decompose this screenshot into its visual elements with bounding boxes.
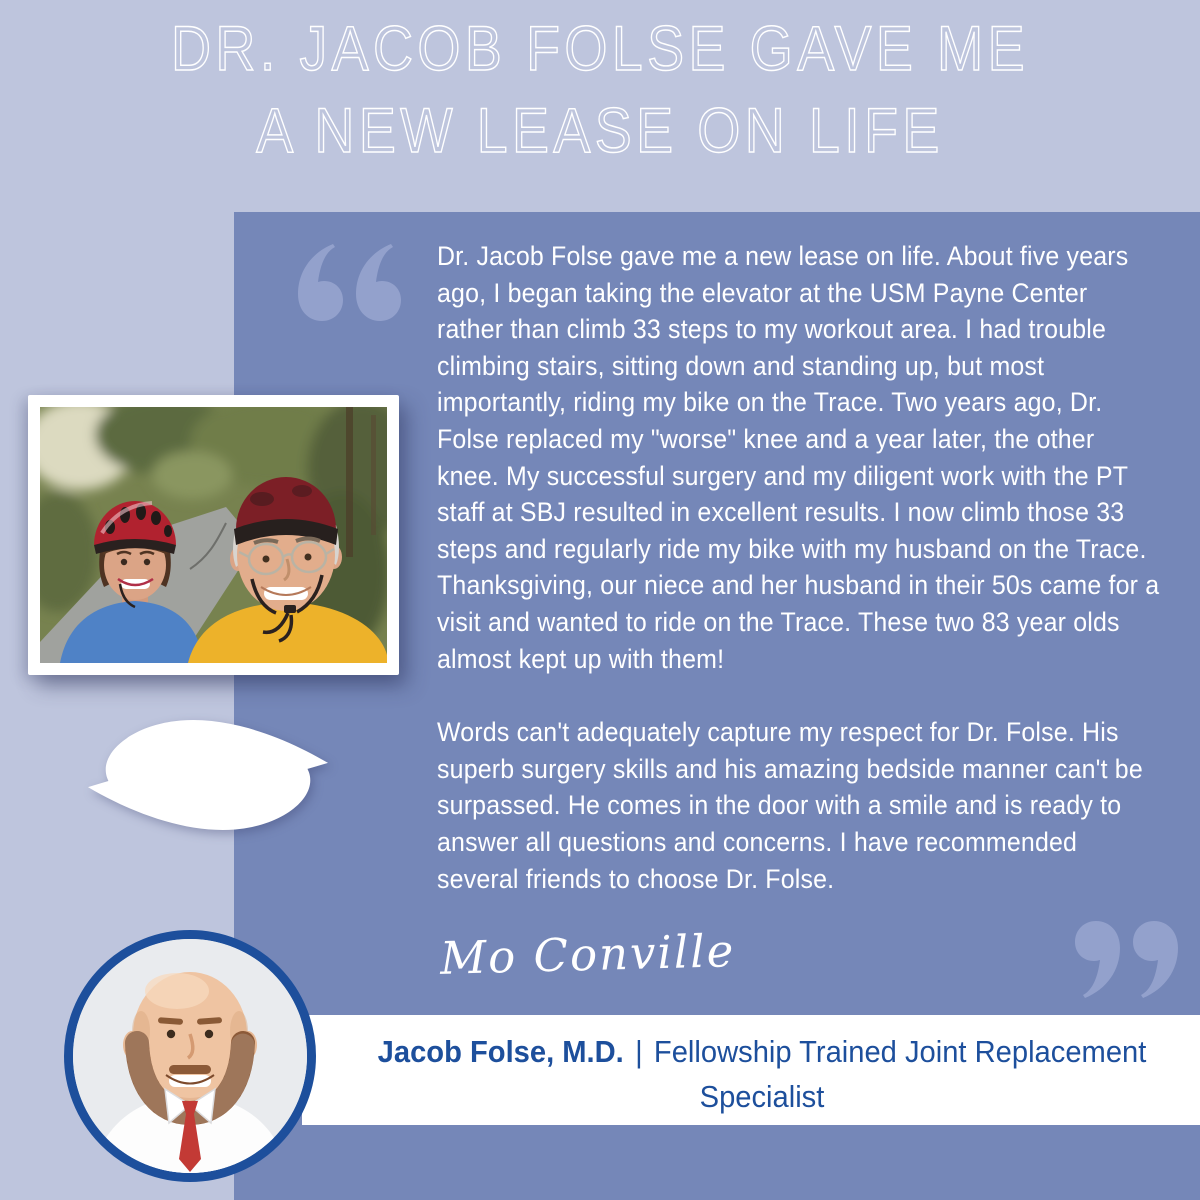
swoosh-logo-icon	[86, 710, 330, 840]
poster-title	[0, 8, 1200, 172]
open-quote-icon	[292, 240, 404, 324]
title-line-1: DR. JACOB FOLSE GAVE ME	[170, 14, 1029, 84]
separator: |	[635, 1034, 643, 1069]
testimonial-paragraph-2: Words can't adequately capture my respect for Dr. Folse. His superb surgery skills and his amazing bedside manner can't be surpassed. He comes in the door with a smile and is ready to answer all questions and concerns. I have recommended several friends to choose Dr. Folse.	[437, 717, 1143, 894]
couple-photo	[28, 395, 399, 675]
doctor-credentials	[365, 1029, 1158, 1119]
patient-signature: Mo Conville	[439, 924, 736, 985]
doctor-name: Jacob Folse, M.D.	[377, 1034, 624, 1069]
doctor-photo	[64, 930, 316, 1182]
title-line-2: A NEW LEASE ON LIFE	[256, 96, 944, 166]
specialty-line-1: Fellowship Trained Joint Replacement	[653, 1034, 1147, 1069]
footer-bar	[302, 1015, 1200, 1125]
testimonial-paragraph-1: Dr. Jacob Folse gave me a new lease on life. About five years ago, I began taking the elevator at the USM Payne Center rather than climb 33 steps to my workout area. I had trouble climbing stairs, sitting down and standing up, but most importantly, riding my bike on the Trace. Two years ago, Dr. Folse replaced my "worse" knee and a year later, the other knee. My successful surgery and my diligent work with the PT staff at SBJ resulted in excellent results. I now climb those 33 steps and regularly ride my bike with my husband on the Trace. Thanksgiving, our niece and her husband in their 50s came for a visit and wanted to ride on the Trace. These two 83 year olds almost kept up with them!	[437, 241, 1160, 674]
testimonial-text	[437, 238, 1161, 934]
specialty-line-2: Specialist	[699, 1079, 825, 1114]
